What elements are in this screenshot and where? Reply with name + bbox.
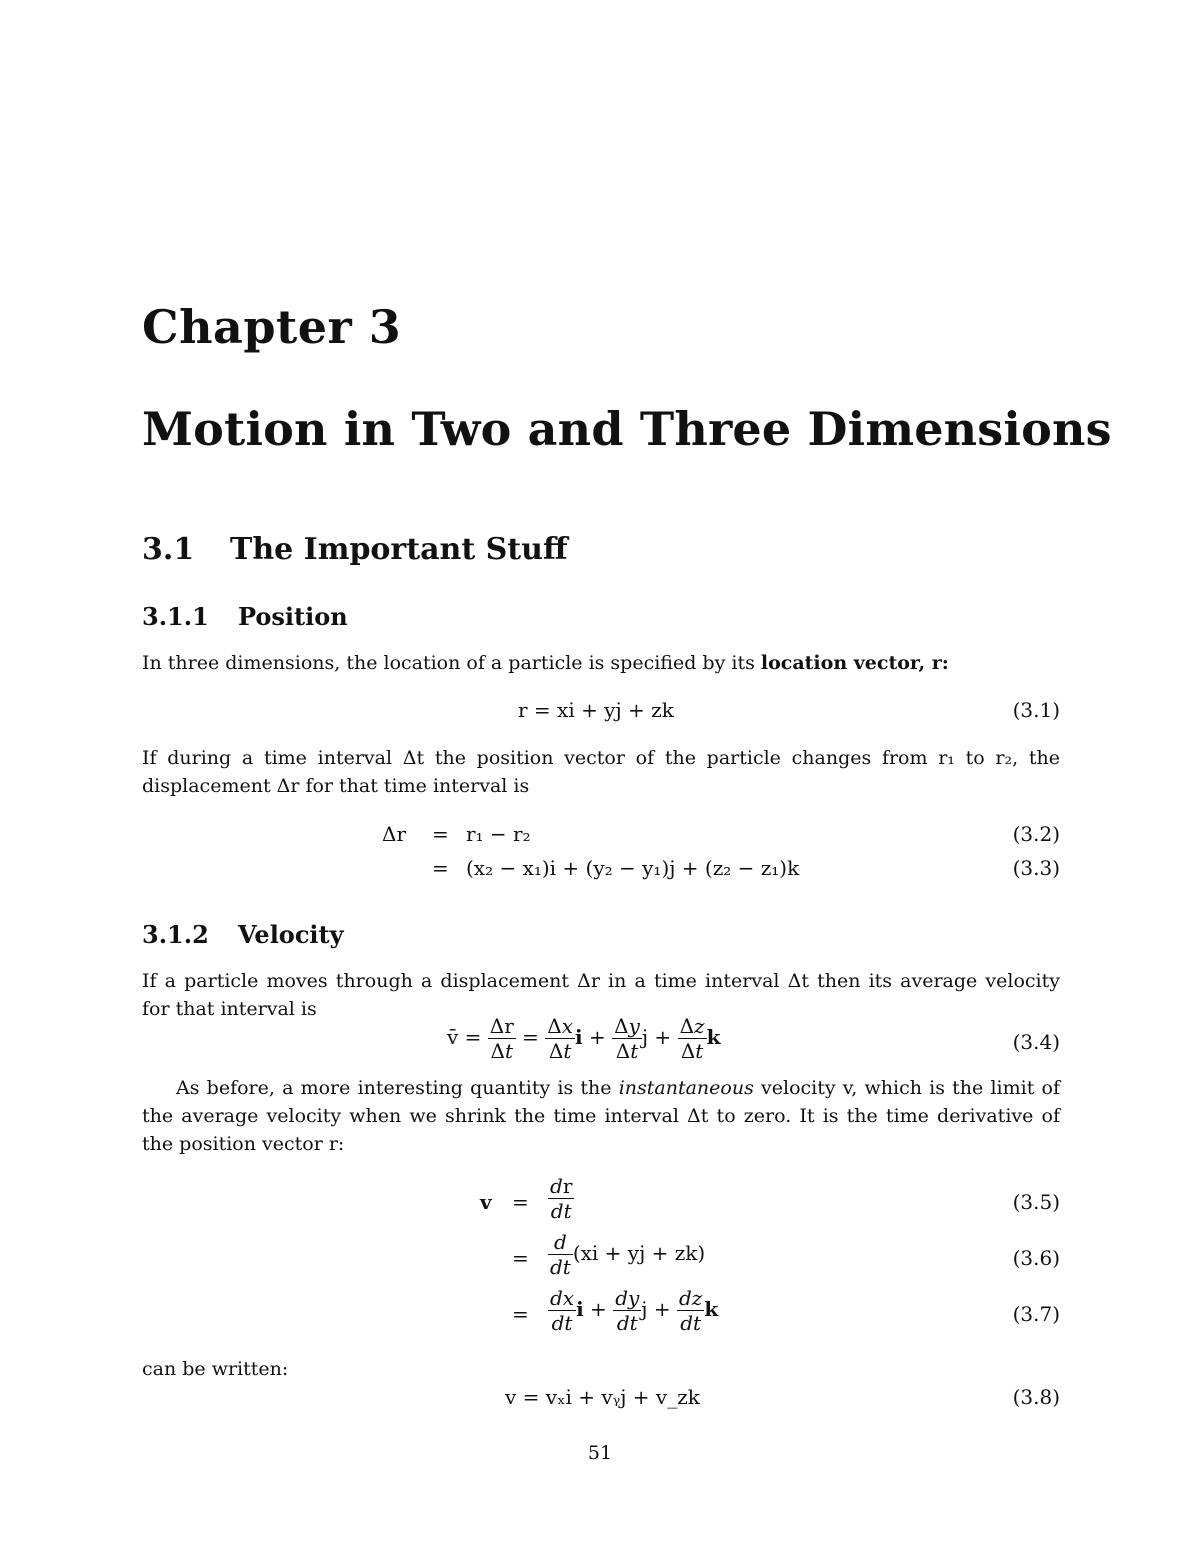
average-velocity-lhs: v̄ = — [447, 1025, 482, 1049]
fraction: $\frac{\Delta r}{\Delta t}$ — [489, 1014, 514, 1063]
equation-3-2-lhs: Δr — [382, 822, 407, 846]
equation-3-5-rhs — [548, 1174, 574, 1223]
equation-3-2-rhs: r₁ − r₂ — [466, 822, 531, 846]
section-number: 3.1 — [142, 532, 195, 567]
equals-sign: = — [512, 1246, 529, 1270]
section-heading — [142, 532, 568, 567]
equation-number: (3.1) — [1012, 698, 1060, 722]
equals-sign: = — [512, 1190, 529, 1214]
bold-term-suffix: , r: — [918, 652, 949, 674]
italic-term: instantaneous — [618, 1077, 754, 1099]
subsection-heading-velocity — [142, 920, 344, 949]
equals-sign: = — [512, 1302, 529, 1326]
equation-3-7-rhs: $\frac{dx}{dt}$ i + $\frac{dy}{dt}$ j + $\frac{dz}{dt}$ k — [550, 1286, 719, 1335]
equation-3-8: v = vₓi + vᵧj + v_zk — [505, 1385, 700, 1409]
equals-sign: = — [432, 822, 449, 846]
paragraph-instantaneous-velocity — [142, 1074, 1060, 1158]
equation-3-6-rhs: $\frac{d}{dt}$ (xi + yj + zk) — [550, 1230, 706, 1279]
equation-3-3-rhs: (x₂ − x₁)i + (y₂ − y₁)j + (z₂ − z₁)k — [466, 856, 800, 880]
subsection-number: 3.1.2 — [142, 920, 209, 949]
bold-term: location vector — [760, 652, 919, 674]
equation-3-4: v̄ = $\frac{\Delta r}{\Delta t}$ = $\frac{\Delta x}{\Delta t}$ i + $\frac{\Delta y}{\Delta t}$ j + $\frac{\Delta z}{\Delta t}$ k — [447, 1014, 721, 1063]
equals-sign: = — [432, 856, 449, 880]
paragraph-location-vector — [142, 649, 1060, 677]
equation-number: (3.4) — [1012, 1030, 1060, 1054]
equation-number: (3.7) — [1012, 1302, 1060, 1326]
chapter-label: Chapter 3 — [142, 300, 402, 354]
equation-number: (3.2) — [1012, 822, 1060, 846]
paragraph-average-velocity: If a particle moves through a displacement Δr in a time interval Δt then its average velocity for that interval is — [142, 970, 1060, 1020]
subsection-heading-position — [142, 602, 348, 631]
equation-3-1: r = xi + yj + zk — [518, 698, 674, 722]
section-title: The Important Stuff — [230, 532, 568, 567]
equation-number: (3.8) — [1012, 1385, 1060, 1409]
subsection-title: Position — [238, 602, 348, 631]
paragraph-text: As before, a more interesting quantity is the — [176, 1077, 619, 1099]
subsection-number: 3.1.1 — [142, 602, 209, 631]
fraction: $\frac{dx}{dt}$ — [550, 1286, 575, 1335]
page-number: 51 — [587, 1442, 613, 1464]
fraction: $\frac{dz}{dt}$ — [678, 1286, 703, 1335]
chapter-title: Motion in Two and Three Dimensions — [142, 402, 1112, 456]
paragraph-text: velocity v, which is the limit of the average velocity when we shrink the time interval Δt to zero. It is the time derivative of the position vector r: — [142, 1077, 1060, 1155]
paragraph-can-be-written: can be written: — [142, 1358, 289, 1380]
fraction: $\frac{dr}{dt}$ — [550, 1174, 573, 1223]
fraction: $\frac{\Delta y}{\Delta t}$ — [614, 1014, 640, 1063]
subsection-title: Velocity — [238, 920, 344, 949]
fraction: $\frac{dy}{dt}$ — [615, 1286, 640, 1335]
equation-number: (3.5) — [1012, 1190, 1060, 1214]
equation-3-5-lhs: v — [480, 1190, 492, 1214]
equation-number: (3.3) — [1012, 856, 1060, 880]
fraction: $\frac{\Delta x}{\Delta t}$ — [547, 1014, 574, 1063]
fraction: $\frac{\Delta z}{\Delta t}$ — [679, 1014, 705, 1063]
paragraph-text: In three dimensions, the location of a particle is specified by its — [142, 652, 761, 674]
equation-number: (3.6) — [1012, 1246, 1060, 1270]
paragraph-displacement: If during a time interval Δt the position vector of the particle changes from r₁ to r₂, the displacement Δr for that time interval is — [142, 747, 1060, 797]
fraction: $\frac{d}{dt}$ — [550, 1230, 571, 1279]
